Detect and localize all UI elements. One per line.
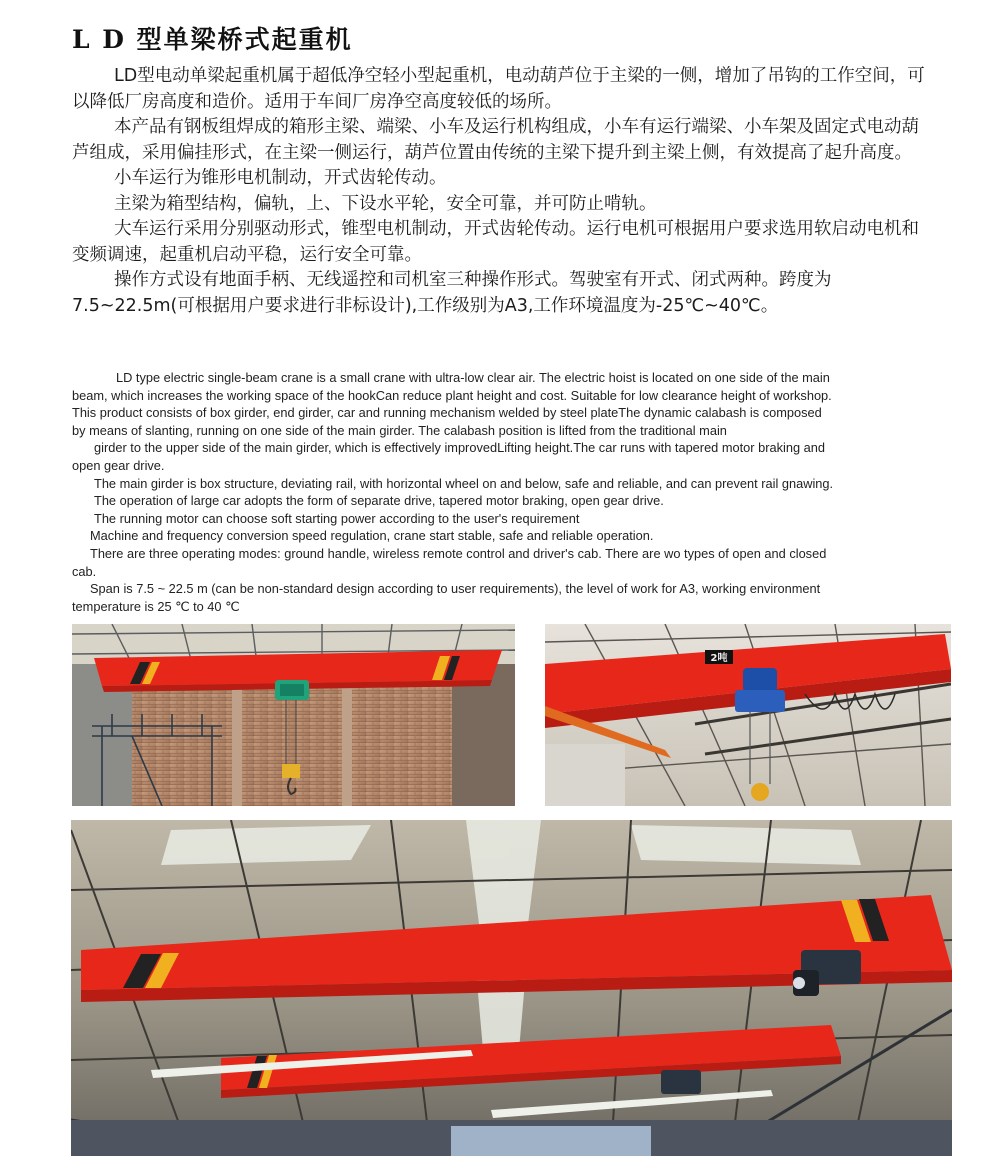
crane-photo-closeup xyxy=(545,624,951,806)
en-line: open gear drive. xyxy=(72,457,165,473)
zh-paragraph: LD型电动单梁起重机属于超低净空轻小型起重机，电动葫芦位于主梁的一侧，增加了吊钩的工作空间，可以降低厂房高度和造价。适用于车间厂房净空高度较低的场所。 xyxy=(72,66,925,112)
zh-paragraph: 小车运行为锥形电机制动，开式齿轮传动。 xyxy=(114,168,447,188)
en-line: beam, which increases the working space of the hookCan reduce plant height and cost. Suitable for low clearance height of workshop. xyxy=(72,387,832,403)
en-line: There are three operating modes: ground handle, wireless remote control and driver's cab. There are wo types of open and closed xyxy=(90,545,827,561)
en-line: Span is 7.5 ~ 22.5 m (can be non-standard design according to user requirements), the level of work for A3, working environment xyxy=(90,581,821,597)
zh-paragraph: 操作方式设有地面手柄、无线遥控和司机室三种操作形式。驾驶室有开式、闭式两种。跨度为7.5~22.5m(可根据用户要求进行非标设计),工作级别为A3,工作环境温度为-25℃~40℃。 xyxy=(72,270,832,316)
en-line: Machine and frequency conversion speed regulation, crane start stable, safe and reliable operation. xyxy=(90,528,654,544)
crane-photo-workshop xyxy=(72,624,515,806)
page-title: L D 型单梁桥式起重机 xyxy=(72,25,353,54)
en-line: LD type electric single-beam crane is a small crane with ultra-low clear air. The electric hoist is located on one side of the main xyxy=(116,370,830,385)
en-line: The main girder is box structure, deviating rail, with horizontal wheel on and below, safe and reliable, and can prevent rail gnawing. xyxy=(94,475,834,491)
english-description xyxy=(72,369,952,615)
chinese-description xyxy=(72,64,932,319)
tonnage-label: 2吨 xyxy=(710,653,728,664)
en-line: cab. xyxy=(72,563,97,579)
en-line: by means of slanting, running on one side of the main girder. The calabash position is lifted from the traditional main xyxy=(72,422,727,438)
zh-paragraph: 大车运行采用分别驱动形式，锥型电机制动，开式齿轮传动。运行电机可根据用户要求选用软启动电机和变频调速，起重机启动平稳，运行安全可靠。 xyxy=(72,219,919,265)
en-line: The operation of large car adopts the form of separate drive, tapered motor braking, open gear drive. xyxy=(94,493,664,509)
en-line: The running motor can choose soft starting power according to the user's requirement xyxy=(94,510,580,526)
crane-photo-factory-bay xyxy=(71,820,952,1156)
en-line: temperature is 25 ℃ to 40 ℃ xyxy=(72,598,240,614)
zh-paragraph: 本产品有钢板组焊成的箱形主梁、端梁、小车及运行机构组成，小车有运行端梁、小车架及固定式电动葫芦组成，采用偏挂形式，在主梁一侧运行，葫芦位置由传统的主梁下提升到主梁上侧，有效提高了起升高度。 xyxy=(72,117,919,163)
zh-paragraph: 主梁为箱型结构，偏轨，上、下设水平轮，安全可靠，并可防止啃轨。 xyxy=(114,193,657,214)
en-line: girder to the upper side of the main girder, which is effectively improvedLifting height.The car runs with tapered motor braking and xyxy=(94,440,825,456)
en-line: This product consists of box girder, end girder, car and running mechanism welded by steel plateThe dynamic calabash is composed xyxy=(72,405,822,421)
